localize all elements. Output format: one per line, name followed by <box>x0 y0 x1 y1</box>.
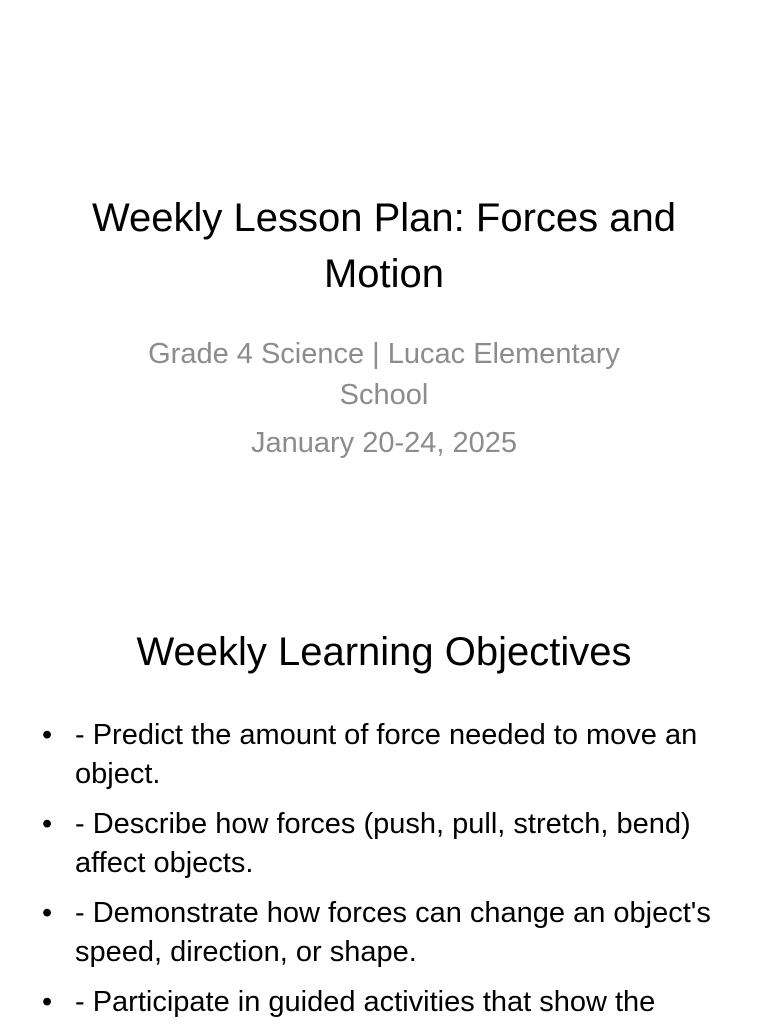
objective-text: - Predict the amount of force needed to move an object. <box>75 719 698 790</box>
objectives-title: Weekly Learning Objectives <box>136 630 632 674</box>
objective-item <box>40 805 730 883</box>
lesson-plan-title: Weekly Lesson Plan: Forces and Motion <box>91 196 676 296</box>
bullet-icon: • <box>42 986 53 1018</box>
course-school-subtitle: Grade 4 Science | Lucac Elementary School <box>148 338 620 411</box>
bullet-icon: • <box>42 719 53 751</box>
objective-item <box>40 716 730 794</box>
bullet-icon: • <box>42 897 53 929</box>
objective-item <box>40 983 730 1022</box>
objective-text: - Demonstrate how forces can change an object's speed, direction, or shape. <box>75 897 711 968</box>
objective-text: - Participate in guided activities that show the <box>75 986 656 1018</box>
objective-item <box>40 894 730 972</box>
objectives-slide <box>0 576 768 1024</box>
bullet-icon: • <box>42 808 53 840</box>
date-range: January 20-24, 2025 <box>250 427 518 459</box>
objectives-list <box>40 716 730 1024</box>
objective-text: - Describe how forces (push, pull, stretch, bend) affect objects. <box>75 808 691 879</box>
subtitle-block <box>100 334 668 464</box>
